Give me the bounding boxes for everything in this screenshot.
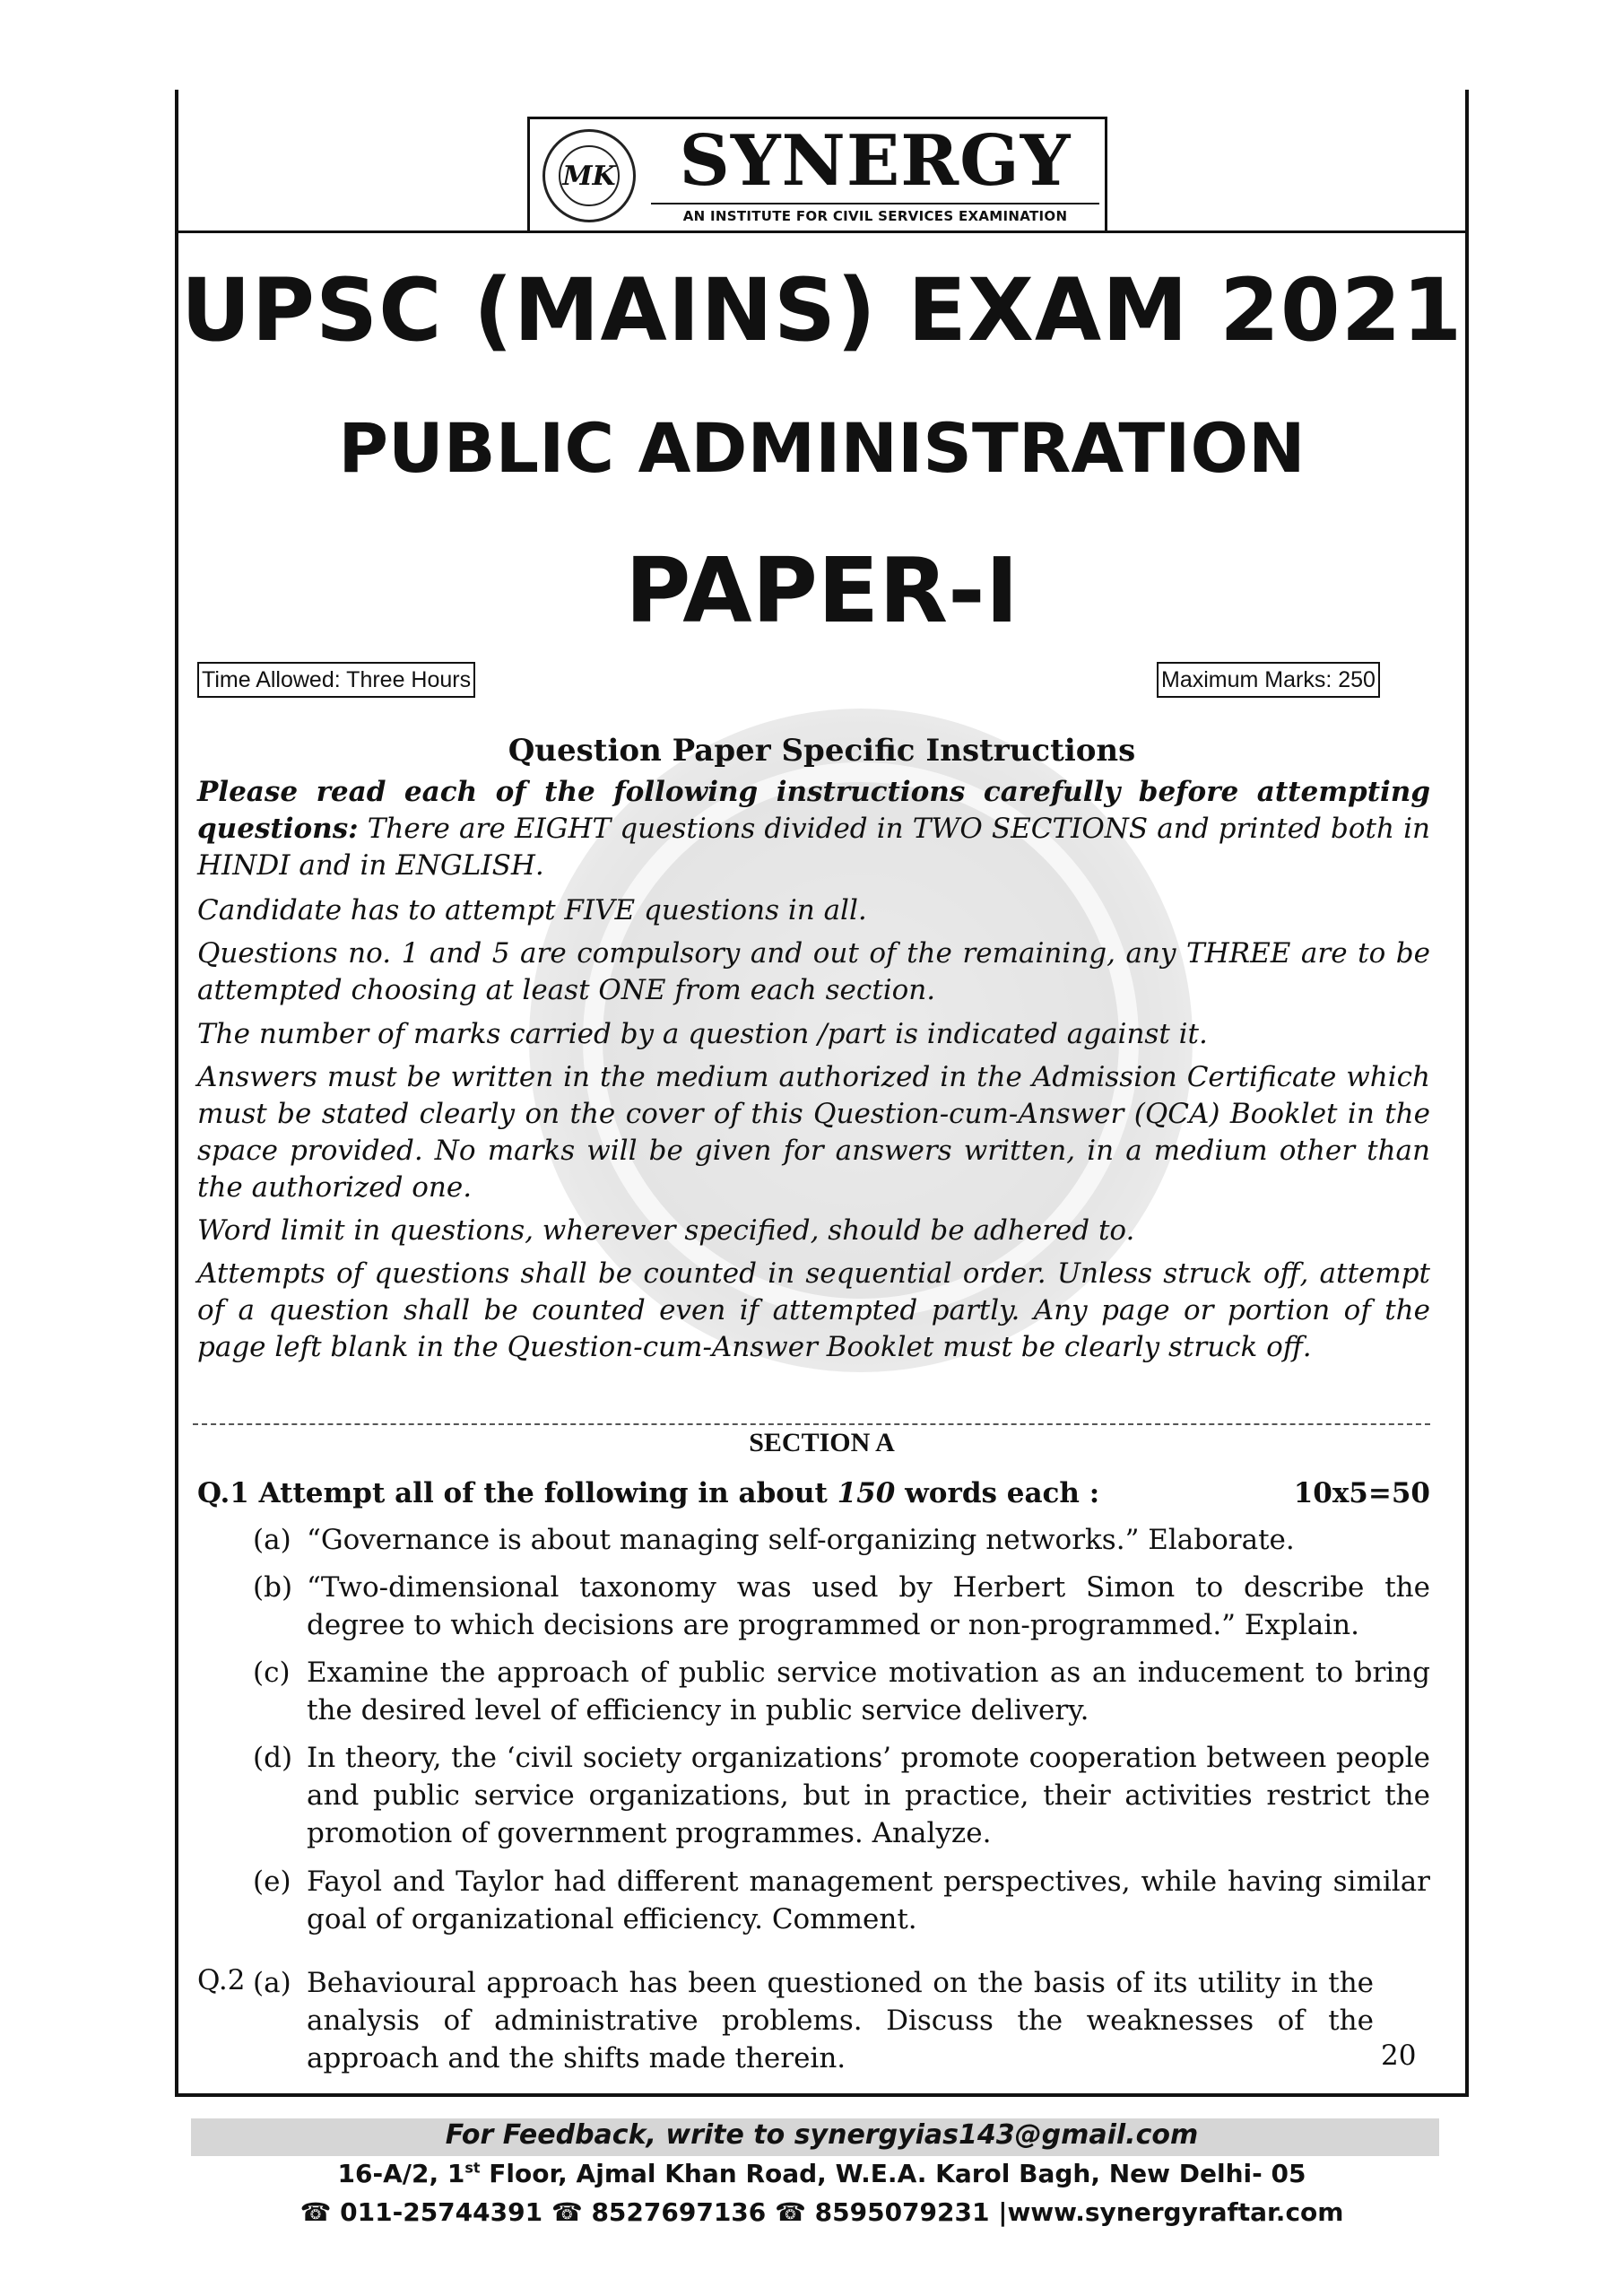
instruction-item: The number of marks carried by a question /part is indicated against it.	[197, 1018, 1208, 1050]
subject-title: PUBLIC ADMINISTRATION	[338, 408, 1306, 488]
question-1-marks: 10x5=50	[1293, 1477, 1430, 1509]
footer-address	[178, 2159, 1465, 2188]
question-2-number: Q.2	[197, 1964, 246, 1996]
question-part	[253, 1654, 1430, 1729]
part-text: “Governance is about managing self-organizing networks.” Elaborate.	[307, 1524, 1295, 1556]
footer-feedback: For Feedback, write to synergyias143@gmail.com	[445, 2119, 1199, 2151]
maximum-marks: Maximum Marks: 250	[1157, 662, 1380, 698]
question-part	[253, 1964, 1374, 2077]
question-part	[253, 1863, 1430, 1938]
part-text: “Two-dimensional taxonomy was used by Herbert Simon to describe the degree to which decisions are programmed or non-programmed.” Explain.	[307, 1571, 1430, 1641]
time-allowed: Time Allowed: Three Hours	[197, 662, 475, 698]
instruction-item: Attempts of questions shall be counted in sequential order. Unless struck off, attempt of a question shall be counted even if attempted partly. Any page or portion of the page left blank in the Question-cum-Answer Booklet must be clearly struck off.	[197, 1257, 1430, 1363]
instruction-item: Questions no. 1 and 5 are compulsory and out of the remaining, any THREE are to be attempted choosing at least ONE from each section.	[197, 937, 1430, 1006]
question-1-word-limit: 150	[837, 1477, 896, 1509]
header-rule	[178, 230, 1465, 233]
question-part	[253, 1521, 1430, 1559]
seal-initials: MK	[559, 145, 620, 206]
part-label: (d)	[253, 1742, 293, 1774]
part-text: Examine the approach of public service motivation as an inducement to bring the desired level of efficiency in public service delivery.	[307, 1657, 1430, 1726]
part-label: (e)	[253, 1866, 291, 1898]
footer-address-a: 16-A/2, 1	[337, 2159, 465, 2188]
question-2-marks: 20	[1381, 2039, 1417, 2072]
question-part	[253, 1569, 1430, 1644]
logo	[527, 117, 1107, 230]
question-1-text-a: Attempt all of the following in about	[258, 1477, 838, 1509]
brand-tagline: AN INSTITUTE FOR CIVIL SERVICES EXAMINATION	[651, 203, 1099, 224]
footer-contacts: ☎ 011-25744391 ☎ 8527697136 ☎ 8595079231 |www.synergyraftar.com	[299, 2197, 1344, 2227]
part-label: (a)	[253, 1524, 291, 1556]
part-text: Behavioural approach has been questioned on the basis of its utility in the analysis of administrative problems. Discuss the weaknesses of the approach and the shifts made therein.	[307, 1967, 1374, 2074]
question-part	[253, 1739, 1430, 1852]
part-label: (a)	[253, 1967, 291, 1999]
section-divider	[193, 1423, 1430, 1425]
section-heading: SECTION A	[749, 1428, 895, 1457]
instruction-item: Candidate has to attempt FIVE questions in all.	[197, 894, 867, 926]
seal-icon	[542, 129, 636, 222]
instructions-heading: Question Paper Specific Instructions	[508, 733, 1136, 769]
paper-title: PAPER-I	[625, 538, 1019, 643]
instruction-item: Answers must be written in the medium authorized in the Admission Certificate which must be stated clearly on the cover of this Question-cum-Answer (QCA) Booklet in the space provided. No marks will be given for answers written, in a medium other than the authorized one.	[197, 1061, 1430, 1204]
part-text: Fayol and Taylor had different management perspectives, while having similar goal of organizational efficiency. Comment.	[307, 1866, 1430, 1935]
footer-address-b: Floor, Ajmal Khan Road, W.E.A. Karol Bagh, New Delhi- 05	[480, 2159, 1306, 2188]
part-text: In theory, the ‘civil society organizations’ promote cooperation between people and public service organizations, but in practice, their activities restrict the promotion of government programmes. Analyze.	[307, 1742, 1430, 1849]
instruction-lead	[197, 774, 1430, 884]
instruction-lead-rest: There are EIGHT questions divided in TWO SECTIONS and printed both in HINDI and in ENGLISH.	[197, 813, 1430, 882]
part-label: (c)	[253, 1657, 291, 1689]
question-1-number: Q.1	[197, 1477, 249, 1509]
question-1-text-b: words each :	[895, 1477, 1100, 1509]
instruction-lead-bold: Please read each of the following instructions carefully before attempting questions:	[197, 776, 1430, 845]
part-label: (b)	[253, 1571, 293, 1604]
instruction-item: Word limit in questions, wherever specified, should be adhered to.	[197, 1214, 1135, 1247]
footer-address-sup: st	[464, 2159, 481, 2177]
question-1-prompt	[197, 1477, 1430, 1509]
exam-title: UPSC (MAINS) EXAM 2021	[180, 260, 1463, 361]
brand-name: SYNERGY	[679, 120, 1072, 202]
